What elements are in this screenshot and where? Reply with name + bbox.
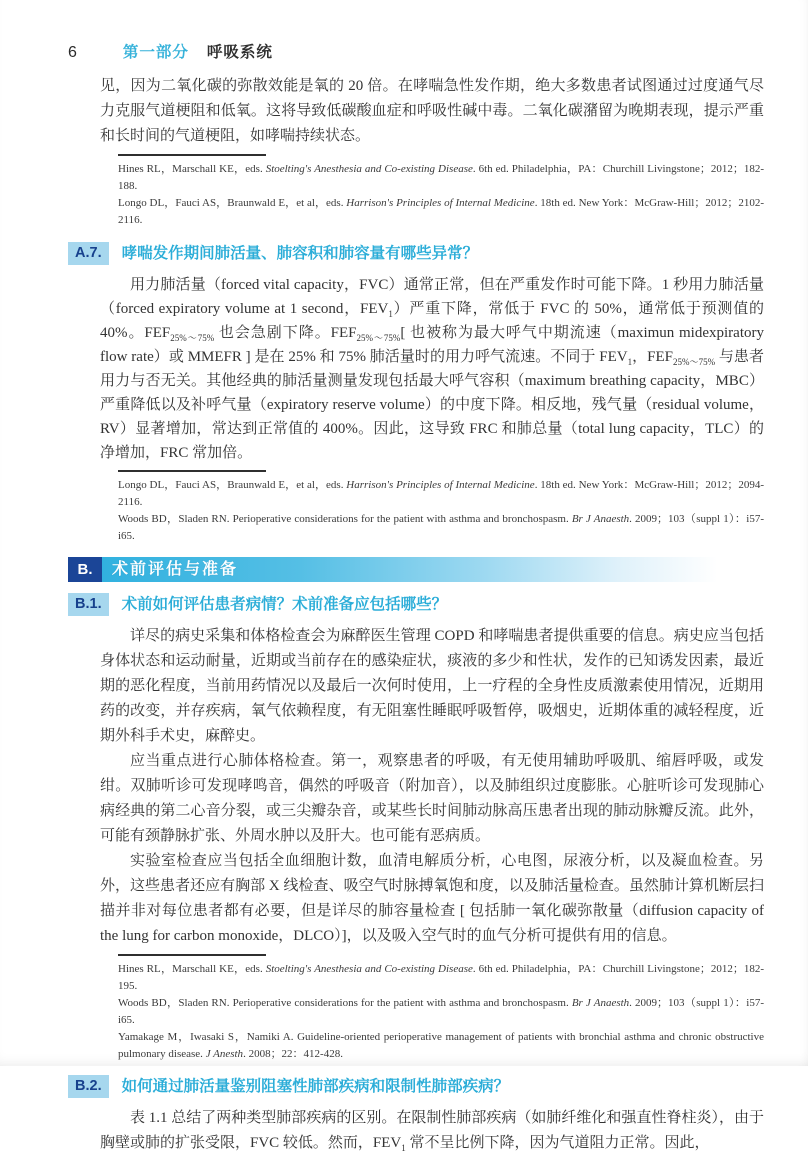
reference-item: Woods BD，Sladen RN. Perioperative considerations for the patient with asthma and bronchospasm. Br J Anaesth. 2009；103（suppl 1）：i57-i65. bbox=[118, 513, 764, 542]
part-label: 第一部分 bbox=[122, 44, 189, 61]
answer-b1-paragraph-2: 应当重点进行心肺体格检查。第一，观察患者的呼吸，有无使用辅助呼吸肌、缩唇呼吸，或发绀。双肺听诊可发现哮鸣音，偶然的呼吸音（附加音），以及肺组织过度膨胀。心脏听诊可发现肺心病经典的第二心音分裂，或三尖瓣杂音，或某些长时间肺动脉高压患者出现的肺动脉瓣反流。此外，可能有颈静脉扩张、外周水肿以及肝大。也可能有恶病质。 bbox=[100, 753, 764, 844]
reference-block-2 bbox=[118, 470, 764, 545]
answer-b2: 表 1.1 总结了两种类型肺部疾病的区别。在限制性肺部疾病（如肺纤维化和强直性脊柱炎），由于胸壁或肺的扩张受限，FVC 较低。然而，$FEV_1$ 常不呈比例下降，因为气道阻力正常。因此， bbox=[100, 1110, 764, 1153]
question-label-b1: B.1. bbox=[68, 593, 109, 616]
reference-item: Woods BD，Sladen RN. Perioperative considerations for the patient with asthma and bronchospasm. Br J Anaesth. 2009；103（suppl 1）：i57-i65. bbox=[118, 997, 764, 1026]
section-b-title: 术前评估与准备 bbox=[102, 557, 764, 582]
question-text-a7: 哮喘发作期间肺活量、肺容积和肺容量有哪些异常？ bbox=[121, 245, 479, 262]
intro-paragraph: 见，因为二氧化碳的弥散效能是氧的 20 倍。在哮喘急性发作期，绝大多数患者试图通过过度通气尽力克服气道梗阻和低氧。这将导致低碳酸血症和呼吸性碱中毒。二氧化碳潴留为晚期表现，提示严重和长时间的气道梗阻，如哮喘持续状态。 bbox=[100, 78, 764, 144]
answer-a7: 用力肺活量（forced vital capacity，FVC）通常正常，但在严重发作时可能下降。1 秒用力肺活量（forced expiratory volume at 1 second，$FEV_1$）严重下降，常低于 FVC 的 50%，通常低于预测值的 40%。$FEF_{25\%\sim 75\%}$ 也会急剧下降。$FEF_{25\%\sim 75\%}$[ 也被称为最大呼气中期流速（maximun midexpiratory flow rate）或 MMEFR ] 是在 25% 和 75% 肺活量时的用力呼气流速。不同于 $FEV_1$，$FEF_{25\%\sim 75\%}$ 与患者用力与否无关。其他经典的肺活量测量发现包括最大呼气容积（maximum breathing capacity，MBC）严重降低以及补呼气量（expiratory reserve volume）的中度下降。相反地，残气量（residual volume，RV）显著增加，常达到正常值的 400%。因此，这导致 FRC 和肺总量（total lung capacity，TLC）的净增加，FRC 常加倍。 bbox=[100, 277, 764, 461]
reference-item: Yamakage M，Iwasaki S，Namiki A. Guideline-oriented perioperative management of patients with bronchial asthma and chronic obstructive pulmonary disease. J Anesth. 2008；22：412-428. bbox=[118, 1031, 764, 1060]
reference-divider bbox=[118, 154, 266, 156]
reference-block-1 bbox=[118, 154, 764, 229]
reference-divider bbox=[118, 954, 266, 956]
reference-item: Hines RL，Marschall KE，eds. Stoelting's Anesthesia and Co-existing Disease. 6th ed. Philadelphia，PA：Churchill Livingstone；2012；182-195. bbox=[118, 963, 765, 992]
section-b-bar bbox=[68, 557, 764, 582]
question-text-b1: 术前如何评估患者病情？术前准备应包括哪些？ bbox=[121, 596, 448, 613]
reference-block-3 bbox=[118, 954, 764, 1063]
question-row-b1 bbox=[68, 593, 764, 616]
section-b-letter: B. bbox=[68, 557, 102, 582]
answer-b1-paragraph-1: 详尽的病史采集和体格检查会为麻醉医生管理 COPD 和哮喘患者提供重要的信息。病史应当包括身体状态和运动耐量，近期或当前存在的感染症状，痰液的多少和性状，发作的已知诱发因素，最近期的恶化程度，当前用药情况以及最后一次何时使用，上一疗程的全身性皮质激素使用情况，近期用药的改变，并存疾病，氧气依赖程度，有无阻塞性睡眠呼吸暂停，吸烟史，近期体重的减轻程度，近期外科手术史，麻醉史。 bbox=[100, 628, 764, 744]
page-number: 6 bbox=[68, 44, 77, 61]
question-text-b2: 如何通过肺活量鉴别阻塞性肺部疾病和限制性肺部疾病？ bbox=[121, 1078, 510, 1095]
reference-item: Longo DL，Fauci AS，Braunwald E，et al，eds. Harrison's Principles of Internal Medicine. 18th ed. New York：McGraw-Hill；2012；2094-2116. bbox=[118, 479, 764, 508]
part-title: 呼吸系统 bbox=[206, 44, 273, 61]
question-label-b2: B.2. bbox=[68, 1075, 109, 1098]
reference-item: Longo DL，Fauci AS，Braunwald E，et al，eds. Harrison's Principles of Internal Medicine. 18th ed. New York：McGraw-Hill；2012；2102-2116. bbox=[118, 197, 764, 226]
answer-b1-paragraph-3: 实验室检查应当包括全血细胞计数，血清电解质分析，心电图，尿液分析，以及凝血检查。另外，这些患者还应有胸部 X 线检查、吸空气时脉搏氧饱和度，以及肺活量检查。虽然肺计算机断层扫描并非对每位患者都有必要，但是详尽的肺容量检查 [ 包括肺一氧化碳弥散量（diffusion capacity of the lung for carbon monoxide，DLCO）]，以及吸入空气时的血气分析可提供有用的信息。 bbox=[100, 853, 764, 944]
reference-divider bbox=[118, 470, 266, 472]
question-label-a7: A.7. bbox=[68, 242, 109, 265]
page-header bbox=[68, 40, 764, 62]
question-row-a7 bbox=[68, 242, 764, 265]
reference-item: Hines RL，Marschall KE，eds. Stoelting's Anesthesia and Co-existing Disease. 6th ed. Philadelphia，PA：Churchill Livingstone；2012；182-188. bbox=[118, 163, 765, 192]
question-row-b2 bbox=[68, 1075, 764, 1098]
